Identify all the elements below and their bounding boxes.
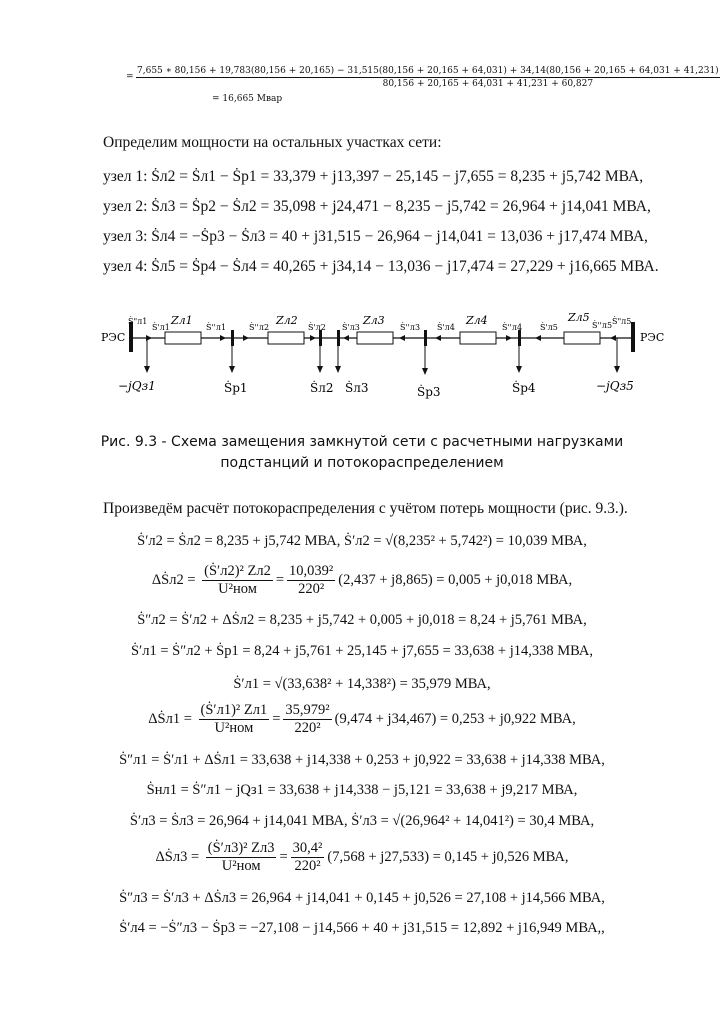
top-label-2: Ṡ'л1	[152, 323, 170, 332]
equation-7: Ṡ″л1 = Ṡ′л1 + ΔṠл1 = 33,638 + j14,338 + 0,253 + j0,922 = 33,638 + j14,338 МВА,	[119, 752, 605, 768]
top-label-5: Ṡ'л2	[308, 323, 326, 332]
flow-arrow-4	[310, 335, 316, 341]
impedance-label-2: Zл2	[276, 314, 298, 327]
top-label-7: Ṡ''л3	[400, 323, 421, 332]
top-label-11: Ṡ''л5	[592, 321, 613, 330]
top-label-3: Ṡ''л1	[206, 323, 227, 332]
equation-10-den-1: U²ном	[221, 858, 261, 874]
equation-10-den-2: 220²	[294, 858, 321, 874]
equation-1: Ṡ′л2 = Ṡл2 = 8,235 + j5,742 МВА, Ṡ′л2 = √(8,235² + 5,742²) = 10,039 МВА,	[137, 533, 587, 549]
impedance-label-4: Zл4	[466, 314, 488, 327]
equation-10-lhs: ΔṠл3 =	[155, 848, 200, 865]
equation-2-den-2: 220²	[298, 581, 325, 597]
impedance-label-3: Zл3	[363, 314, 385, 327]
equation-10-fraction-1	[206, 840, 277, 875]
node-bar-4	[518, 330, 521, 346]
equation-2-den-1: U²ном	[218, 581, 257, 597]
equation-6-fraction-1	[199, 702, 270, 737]
bottom-label-7: −jQз5	[596, 379, 634, 393]
load-arrow-2	[229, 366, 235, 373]
equation-2-num-2: 10,039²	[289, 563, 334, 579]
equation-10-fraction-2	[291, 840, 325, 875]
equation-2-fraction-1	[202, 563, 273, 598]
equation-2: ΔṠл2 = $\frac{\text{(Ṡ′л2)² Zл2}}{\text{U²ном}}$ = $\frac{\text{10,039²}}{\text{220²}}$ (2,437 + j8,865) = 0,005 + j0,018 МВА,	[151, 563, 573, 597]
figure-caption-line-1: Рис. 9.3 - Схема замещения замкнутой сети с расчетными нагрузками	[100, 434, 624, 450]
res-left-label: РЭС	[101, 331, 126, 344]
flow-arrow-2	[220, 335, 226, 341]
equation-6-rhs: (9,474 + j34,467) = 0,253 + j0,922 МВА,	[334, 710, 576, 727]
equation-6-den-2: 220²	[294, 720, 321, 736]
network-diagram	[0, 300, 724, 410]
intro-text: Определим мощности на остальных участках сети:	[103, 134, 442, 151]
equation-2-fraction-2	[287, 563, 335, 598]
load-arrow-5	[422, 368, 428, 375]
bottom-label-5: Ṡр3	[417, 385, 441, 399]
equation-2-rhs: (2,437 + j8,865) = 0,005 + j0,018 МВА,	[338, 571, 573, 588]
right-bus-bar	[631, 322, 635, 352]
flow-arrow-3	[243, 335, 249, 341]
impedance-box-1	[165, 332, 201, 344]
equation-10-rhs: (7,568 + j27,533) = 0,145 + j0,526 МВА,	[327, 848, 569, 865]
equation-10-num-1: (Ṡ′л3)² Zл3	[207, 840, 275, 856]
equation-10: ΔṠл3 = $\frac{\text{(Ṡ′л3)² Zл3}}{\text{U²ном}}$ = $\frac{\text{30,4²}}{\text{220²}}$ (7,568 + j27,533) = 0,145 + j0,526 МВА,	[155, 840, 569, 874]
node-line-3: узел 3: Ṡл4 = −Ṡр3 − Ṡл3 = 40 + j31,515 − 26,964 − j14,041 = 13,036 + j17,474 МВА,	[103, 228, 648, 245]
node-bar-1	[231, 330, 234, 346]
top-formula-result: = 16,665 Мвар	[212, 94, 283, 104]
equation-2-lhs: ΔṠл2 =	[151, 571, 196, 588]
equation-6-num-2: 35,979²	[285, 702, 330, 718]
top-label-12: Ṡ"л5	[612, 317, 632, 326]
impedance-label-5: Zл5	[568, 311, 590, 324]
top-label-4: Ṡ''л2	[249, 323, 270, 332]
impedance-box-4	[460, 332, 496, 344]
equation-3: Ṡ″л2 = Ṡ′л2 + ΔṠл2 = 8,235 + j5,742 + 0,005 + j0,018 = 8,24 + j5,761 МВА,	[137, 612, 587, 628]
node-bar-2b	[337, 330, 340, 346]
impedance-label-1: Zл1	[171, 314, 193, 327]
node-line-4: узел 4: Ṡл5 = Ṡр4 − Ṡл4 = 40,265 + j34,14 − 13,036 − j17,474 = 27,229 + j16,665 МВА.	[103, 258, 659, 275]
bottom-label-4: Ṡл3	[345, 381, 369, 395]
equation-11: Ṡ″л3 = Ṡ′л3 + ΔṠл3 = 26,964 + j14,041 + 0,145 + j0,526 = 27,108 + j14,566 МВА,	[119, 890, 605, 906]
equation-12: Ṡ′л4 = −Ṡ″л3 − Ṡр3 = −27,108 − j14,566 + 40 + j31,515 = 12,892 + j16,949 МВА,,	[119, 920, 605, 936]
left-bus-bar	[129, 322, 133, 352]
flow-arrow-7	[435, 335, 441, 341]
node-line-1: узел 1: Ṡл2 = Ṡл1 − Ṡр1 = 33,379 + j13,397 − 25,145 − j7,655 = 8,235 + j5,742 МВА,	[103, 168, 644, 185]
equation-6: ΔṠл1 = $\frac{\text{(Ṡ′л1)² Zл1}}{\text{U²ном}}$ = $\frac{\text{35,979²}}{\text{220²}}$ (9,474 + j34,467) = 0,253 + j0,922 МВА,	[148, 702, 576, 736]
flow-arrow-6	[399, 335, 405, 341]
paragraph-text: Произведём расчёт потокораспределения с учётом потерь мощности (рис. 9.3.).	[103, 500, 628, 517]
load-arrow-4	[335, 366, 341, 373]
top-label-9: Ṡ''л4	[502, 323, 523, 332]
equation-2-num-1: (Ṡ′л2)² Zл2	[204, 563, 271, 579]
equation-6-lhs: ΔṠл1 =	[148, 710, 192, 727]
node-bar-3	[424, 330, 427, 346]
top-formula-denominator: 80,156 + 20,165 + 64,031 + 41,231 + 60,827	[382, 79, 594, 89]
impedance-box-3	[357, 332, 393, 344]
equation-10-num-2: 30,4²	[292, 840, 323, 856]
flow-arrow-8	[506, 335, 512, 341]
impedance-box-2	[268, 332, 304, 344]
load-arrow-6	[516, 366, 522, 373]
equation-6-den-1: U²ном	[214, 720, 254, 736]
flow-arrow-9	[535, 335, 541, 341]
node-bar-2	[319, 330, 322, 346]
res-right-label: РЭС	[640, 331, 665, 344]
bottom-label-6: Ṡр4	[512, 381, 536, 395]
top-formula-eq-sign: =	[126, 72, 134, 82]
top-label-10: Ṡ'л5	[540, 323, 558, 332]
equation-5: Ṡ′л1 = √(33,638² + 14,338²) = 35,979 МВА,	[233, 676, 491, 692]
equation-8: Ṡнл1 = Ṡ″л1 − jQз1 = 33,638 + j14,338 − j5,121 = 33,638 + j9,217 МВА,	[146, 782, 578, 798]
equation-6-num-1: (Ṡ′л1)² Zл1	[200, 702, 268, 718]
top-label-6: Ṡ'л3	[342, 323, 360, 332]
top-label-1: Ṡ"л1	[128, 317, 148, 326]
equation-6-fraction-2	[283, 702, 331, 737]
node-line-2: узел 2: Ṡл3 = Ṡр2 − Ṡл2 = 35,098 + j24,471 − 8,235 − j5,742 = 26,964 + j14,041 МВА,	[103, 198, 651, 215]
load-arrow-3	[317, 366, 323, 373]
equation-9: Ṡ′л3 = Ṡл3 = 26,964 + j14,041 МВА, Ṡ′л3 = √(26,964² + 14,041²) = 30,4 МВА,	[129, 813, 595, 829]
load-arrow-1	[144, 366, 150, 373]
load-arrow-7	[614, 366, 620, 373]
flow-arrow-10	[610, 335, 616, 341]
top-formula	[136, 66, 720, 89]
equation-4: Ṡ′л1 = Ṡ″л2 + Ṡр1 = 8,24 + j5,761 + 25,145 + j7,655 = 33,638 + j14,338 МВА,	[130, 643, 593, 659]
impedance-box-5	[564, 332, 600, 344]
figure-caption-line-2: подстанций и потокораспределением	[220, 455, 504, 471]
top-formula-numerator: 7,655 ∗ 80,156 + 19,783(80,156 + 20,165) − 31,515(80,156 + 20,165 + 64,031) + 34,14(80,156 + 20,165 + 64,031 + 41,231)	[137, 66, 719, 76]
bottom-label-3: Ṡл2	[310, 381, 334, 395]
bottom-label-1: −jQз1	[118, 379, 156, 393]
bottom-label-2: Ṡр1	[224, 381, 248, 395]
top-label-8: Ṡ'л4	[437, 323, 455, 332]
flow-arrow-5	[343, 335, 349, 341]
